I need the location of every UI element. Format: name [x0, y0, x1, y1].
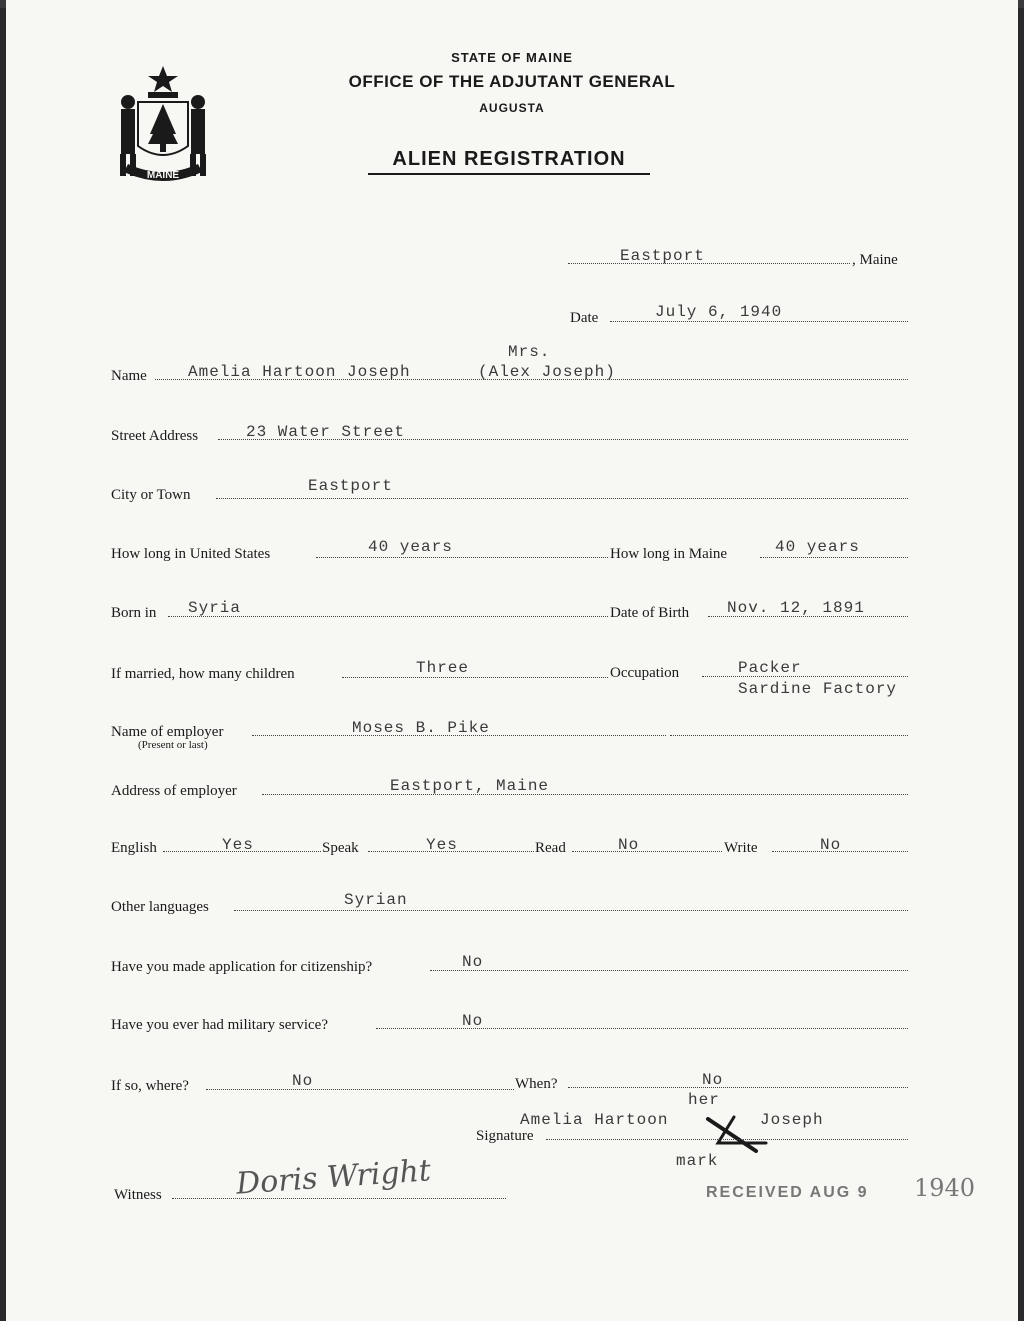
employer-address-label: Address of employer — [111, 783, 237, 799]
location-suffix: , Maine — [852, 252, 898, 268]
occupation-value: Packer — [738, 659, 802, 677]
signature-x-mark-icon — [704, 1113, 768, 1153]
other-languages-label: Other languages — [111, 899, 209, 915]
received-stamp: RECEIVED AUG 9 — [706, 1184, 869, 1201]
when-label: When? — [515, 1076, 558, 1092]
city-value: Eastport — [308, 477, 393, 495]
occupation-line — [702, 676, 908, 677]
employer-address-line — [262, 794, 908, 795]
other-languages-line — [234, 910, 908, 911]
how-long-maine-label: How long in Maine — [610, 546, 728, 562]
city-line — [216, 498, 908, 499]
read-label: Read — [535, 840, 566, 856]
citizenship-label: Have you made application for citizenship? — [111, 959, 373, 975]
dob-value: Nov. 12, 1891 — [727, 599, 865, 617]
name-value: Amelia Hartoon Joseph — [188, 363, 411, 381]
other-languages-value: Syrian — [344, 891, 408, 909]
date-value: July 6, 1940 — [655, 303, 783, 321]
english-value: Yes — [222, 836, 254, 854]
city-heading: AUGUSTA — [479, 101, 545, 115]
location-line — [568, 263, 850, 264]
employer-label: Name of employer — [111, 724, 224, 740]
where-label: If so, where? — [111, 1078, 189, 1094]
location-value: Eastport — [620, 247, 705, 265]
when-value: No — [702, 1071, 724, 1089]
name-annotation-top: Mrs. — [508, 343, 551, 361]
document-page — [6, 0, 1018, 1321]
write-label: Write — [724, 840, 758, 856]
how-long-maine-line — [760, 557, 908, 558]
witness-label: Witness — [114, 1187, 162, 1203]
date-line — [610, 321, 908, 322]
when-line — [568, 1087, 908, 1088]
speak-label: Speak — [322, 840, 359, 856]
page-title: ALIEN REGISTRATION — [368, 148, 650, 175]
where-line — [206, 1089, 514, 1090]
dob-label: Date of Birth — [610, 605, 690, 621]
signature-label: Signature — [476, 1128, 534, 1144]
employer-value: Moses B. Pike — [352, 719, 490, 737]
occupation-label: Occupation — [610, 665, 680, 681]
signature-line — [546, 1139, 908, 1140]
how-long-maine-value: 40 years — [775, 538, 860, 556]
how-long-us-value: 40 years — [368, 538, 453, 556]
children-value: Three — [416, 659, 470, 677]
citizenship-value: No — [462, 953, 484, 971]
military-line — [376, 1028, 908, 1029]
born-in-label: Born in — [111, 605, 157, 621]
signature-name: Amelia Hartoon — [520, 1111, 669, 1129]
signature-mark: mark — [676, 1152, 719, 1170]
signature-her: her — [688, 1091, 720, 1109]
city-label: City or Town — [111, 487, 191, 503]
write-value: No — [820, 836, 842, 854]
seal-text: MAINE — [146, 170, 180, 181]
military-value: No — [462, 1012, 484, 1030]
military-label: Have you ever had military service? — [111, 1017, 328, 1033]
occupation-value-2: Sardine Factory — [738, 680, 898, 698]
citizenship-line — [430, 970, 908, 971]
street-value: 23 Water Street — [246, 423, 406, 441]
where-value: No — [292, 1072, 314, 1090]
employer-sublabel: (Present or last) — [138, 739, 208, 751]
witness-line — [172, 1198, 506, 1199]
children-label: If married, how many children — [111, 666, 295, 682]
how-long-us-line — [316, 557, 608, 558]
children-line — [342, 677, 608, 678]
signature-surname: Joseph — [760, 1111, 824, 1129]
witness-signature: Doris Wright — [235, 1153, 432, 1202]
state-heading: STATE OF MAINE — [451, 50, 573, 65]
employer-line-2 — [670, 735, 908, 736]
date-label: Date — [570, 310, 599, 326]
how-long-us-label: How long in United States — [111, 546, 271, 562]
street-label: Street Address — [111, 428, 199, 444]
speak-value: Yes — [426, 836, 458, 854]
read-line — [572, 851, 722, 852]
name-annotation: (Alex Joseph) — [478, 363, 616, 381]
english-label: English — [111, 840, 157, 856]
read-value: No — [618, 836, 640, 854]
employer-address-value: Eastport, Maine — [390, 777, 550, 795]
received-stamp-year: 1940 — [914, 1174, 976, 1202]
born-in-value: Syria — [188, 599, 242, 617]
office-heading: OFFICE OF THE ADJUTANT GENERAL — [348, 72, 676, 91]
name-label: Name — [111, 368, 147, 384]
